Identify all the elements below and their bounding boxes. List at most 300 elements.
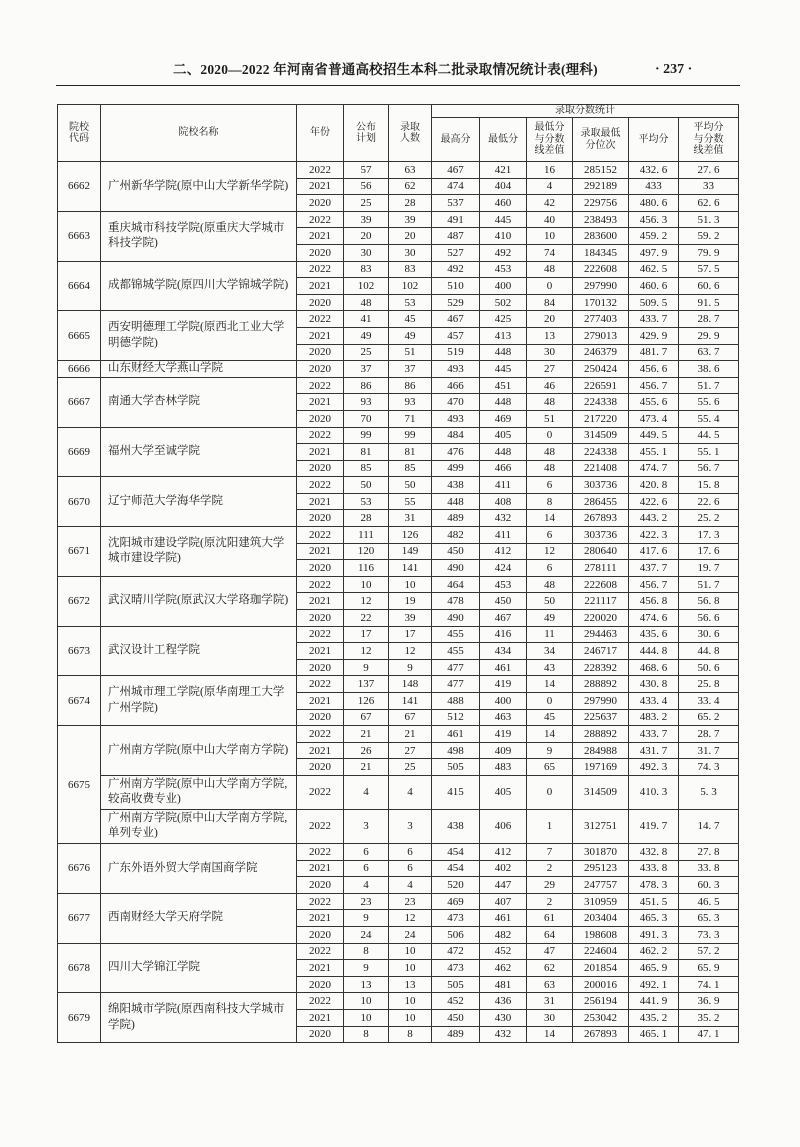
cell-admitted: 53 [389,294,432,311]
cell-avg-score-diff: 17. 3 [679,527,739,544]
cell-avg-score-diff: 22. 6 [679,493,739,510]
cell-admitted: 10 [389,1009,432,1026]
cell-min-score-diff: 40 [527,211,573,228]
cell-admitted: 25 [389,759,432,776]
table-row [58,162,739,179]
cell-plan: 49 [344,327,389,344]
cell-year: 2020 [297,926,344,943]
school-code: 6671 [58,527,101,577]
cell-min-score: 413 [480,327,527,344]
cell-min-score-diff: 43 [527,659,573,676]
cell-max-score: 505 [432,759,480,776]
cell-min-score: 430 [480,1009,527,1026]
cell-avg-score-diff: 55. 6 [679,394,739,411]
school-name: 沈阳城市建设学院(原沈阳建筑大学城市建设学院) [101,527,297,577]
table-row [58,311,739,328]
cell-max-score: 537 [432,195,480,212]
cell-max-score: 476 [432,444,480,461]
cell-avg-score-diff: 31. 7 [679,742,739,759]
cell-min-score: 419 [480,726,527,743]
cell-min-score-rank: 314509 [573,775,629,809]
cell-max-score: 469 [432,893,480,910]
cell-admitted: 6 [389,860,432,877]
cell-year: 2022 [297,311,344,328]
cell-avg-score: 422. 6 [629,493,679,510]
cell-avg-score: 456. 3 [629,211,679,228]
cell-admitted: 12 [389,910,432,927]
cell-admitted: 27 [389,742,432,759]
cell-max-score: 448 [432,493,480,510]
cell-avg-score: 444. 8 [629,643,679,660]
cell-min-score-rank: 198608 [573,926,629,943]
cell-min-score: 451 [480,377,527,394]
cell-min-score-rank: 225637 [573,709,629,726]
cell-min-score-diff: 30 [527,344,573,361]
cell-min-score-diff: 49 [527,610,573,627]
cell-min-score-diff: 0 [527,278,573,295]
header-line: 线差值 [693,145,724,157]
cell-avg-score-diff: 28. 7 [679,311,739,328]
cell-avg-score: 497. 9 [629,244,679,261]
header-school-name [101,105,297,162]
cell-min-score-rank: 279013 [573,327,629,344]
table-row [58,361,739,378]
cell-avg-score-diff: 63. 7 [679,344,739,361]
cell-min-score-diff: 20 [527,311,573,328]
cell-avg-score-diff: 30. 6 [679,626,739,643]
cell-min-score-rank: 294463 [573,626,629,643]
cell-avg-score-diff: 62. 6 [679,195,739,212]
cell-min-score-diff: 1 [527,809,573,843]
cell-min-score-diff: 13 [527,327,573,344]
table-title: 二、2020—2022 年河南省普通高校招生本科二批录取情况统计表(理科) [173,62,598,77]
cell-min-score: 445 [480,211,527,228]
cell-year: 2020 [297,759,344,776]
cell-max-score: 455 [432,643,480,660]
school-code: 6664 [58,261,101,311]
cell-min-score: 482 [480,926,527,943]
cell-admitted: 10 [389,576,432,593]
cell-min-score-rank: 310959 [573,893,629,910]
cell-plan: 25 [344,195,389,212]
cell-avg-score-diff: 46. 5 [679,893,739,910]
cell-year: 2020 [297,1026,344,1043]
cell-max-score: 477 [432,659,480,676]
cell-avg-score: 480. 6 [629,195,679,212]
cell-avg-score: 509. 5 [629,294,679,311]
cell-max-score: 473 [432,910,480,927]
school-name: 成都锦城学院(原四川大学锦城学院) [101,261,297,311]
cell-min-score-diff: 48 [527,261,573,278]
school-code: 6675 [58,726,101,844]
cell-min-score-rank: 285152 [573,162,629,179]
cell-min-score-rank: 303736 [573,477,629,494]
cell-min-score-rank: 312751 [573,809,629,843]
cell-admitted: 55 [389,493,432,510]
school-name: 辽宁师范大学海华学院 [101,477,297,527]
cell-avg-score: 430. 8 [629,676,679,693]
cell-avg-score-diff: 25. 2 [679,510,739,527]
cell-avg-score: 491. 3 [629,926,679,943]
cell-min-score-rank: 280640 [573,543,629,560]
cell-max-score: 478 [432,593,480,610]
cell-year: 2021 [297,1009,344,1026]
cell-admitted: 51 [389,344,432,361]
cell-year: 2022 [297,261,344,278]
cell-avg-score-diff: 51. 7 [679,377,739,394]
cell-avg-score-diff: 33. 4 [679,693,739,710]
table-row [58,676,739,693]
header-min-score [480,118,527,162]
cell-plan: 81 [344,444,389,461]
header-max-score [432,118,480,162]
header-min-score-diff [527,118,573,162]
cell-plan: 85 [344,460,389,477]
cell-year: 2020 [297,195,344,212]
cell-admitted: 93 [389,394,432,411]
cell-avg-score-diff: 55. 4 [679,410,739,427]
cell-min-score: 469 [480,410,527,427]
cell-year: 2022 [297,211,344,228]
cell-year: 2021 [297,444,344,461]
cell-year: 2022 [297,943,344,960]
cell-admitted: 141 [389,693,432,710]
cell-max-score: 489 [432,1026,480,1043]
cell-year: 2021 [297,643,344,660]
cell-year: 2022 [297,377,344,394]
cell-min-score-diff: 12 [527,543,573,560]
cell-avg-score: 433. 7 [629,311,679,328]
cell-min-score-rank: 292189 [573,178,629,195]
cell-max-score: 506 [432,926,480,943]
school-code: 6665 [58,311,101,361]
table-row [58,943,739,960]
cell-min-score-diff: 61 [527,910,573,927]
cell-min-score: 453 [480,261,527,278]
cell-min-score-rank: 184345 [573,244,629,261]
cell-plan: 48 [344,294,389,311]
cell-max-score: 489 [432,510,480,527]
cell-avg-score-diff: 19. 7 [679,560,739,577]
cell-min-score: 436 [480,993,527,1010]
cell-avg-score-diff: 50. 6 [679,659,739,676]
cell-plan: 3 [344,809,389,843]
cell-min-score: 448 [480,444,527,461]
cell-year: 2022 [297,775,344,809]
cell-max-score: 487 [432,228,480,245]
cell-max-score: 472 [432,943,480,960]
cell-max-score: 505 [432,976,480,993]
header-line: 录取最低 [580,128,621,139]
cell-admitted: 8 [389,1026,432,1043]
cell-min-score-rank: 288892 [573,676,629,693]
school-code: 6674 [58,676,101,726]
cell-min-score-diff: 64 [527,926,573,943]
school-code: 6666 [58,361,101,378]
cell-max-score: 457 [432,327,480,344]
cell-admitted: 6 [389,843,432,860]
cell-min-score-rank: 222608 [573,261,629,278]
cell-admitted: 24 [389,926,432,943]
cell-plan: 83 [344,261,389,278]
cell-avg-score: 456. 7 [629,377,679,394]
cell-avg-score: 460. 6 [629,278,679,295]
header-line: 年份 [310,127,330,139]
cell-admitted: 99 [389,427,432,444]
cell-avg-score-diff: 57. 5 [679,261,739,278]
table-row [58,843,739,860]
cell-max-score: 490 [432,610,480,627]
cell-avg-score-diff: 44. 8 [679,643,739,660]
cell-min-score-diff: 0 [527,693,573,710]
cell-avg-score: 481. 7 [629,344,679,361]
header-line: 最高分 [440,133,471,145]
school-name: 西安明德理工学院(原西北工业大学明德学院) [101,311,297,361]
cell-max-score: 512 [432,709,480,726]
cell-min-score-rank: 277403 [573,311,629,328]
cell-admitted: 81 [389,444,432,461]
cell-min-score-diff: 50 [527,593,573,610]
cell-min-score-rank: 170132 [573,294,629,311]
cell-max-score: 415 [432,775,480,809]
cell-max-score: 467 [432,162,480,179]
cell-plan: 4 [344,775,389,809]
table-header [58,105,739,162]
cell-min-score-rank: 256194 [573,993,629,1010]
cell-min-score: 416 [480,626,527,643]
cell-plan: 9 [344,910,389,927]
cell-avg-score-diff: 57. 2 [679,943,739,960]
cell-min-score-diff: 31 [527,993,573,1010]
cell-plan: 9 [344,960,389,977]
cell-min-score: 405 [480,775,527,809]
cell-min-score-rank: 314509 [573,427,629,444]
table-row [58,626,739,643]
cell-avg-score: 420. 8 [629,477,679,494]
cell-min-score: 419 [480,676,527,693]
cell-min-score-diff: 27 [527,361,573,378]
cell-year: 2020 [297,244,344,261]
cell-admitted: 3 [389,809,432,843]
cell-plan: 37 [344,361,389,378]
cell-min-score-diff: 62 [527,960,573,977]
cell-max-score: 519 [432,344,480,361]
cell-year: 2020 [297,877,344,894]
cell-min-score: 434 [480,643,527,660]
cell-min-score: 466 [480,460,527,477]
table-row [58,527,739,544]
cell-plan: 20 [344,228,389,245]
cell-min-score-diff: 6 [527,527,573,544]
cell-avg-score-diff: 15. 8 [679,477,739,494]
cell-admitted: 10 [389,960,432,977]
cell-avg-score-diff: 91. 5 [679,294,739,311]
cell-min-score-diff: 51 [527,410,573,427]
cell-plan: 93 [344,394,389,411]
cell-plan: 4 [344,877,389,894]
cell-avg-score: 474. 6 [629,610,679,627]
cell-min-score: 411 [480,527,527,544]
cell-admitted: 28 [389,195,432,212]
cell-admitted: 23 [389,893,432,910]
cell-year: 2022 [297,843,344,860]
cell-plan: 57 [344,162,389,179]
cell-year: 2020 [297,659,344,676]
cell-avg-score: 451. 5 [629,893,679,910]
cell-admitted: 67 [389,709,432,726]
cell-avg-score-diff: 51. 7 [679,576,739,593]
cell-min-score-rank: 226591 [573,377,629,394]
cell-avg-score-diff: 60. 6 [679,278,739,295]
cell-year: 2022 [297,527,344,544]
cell-year: 2022 [297,676,344,693]
table-body [58,162,739,1043]
cell-max-score: 452 [432,993,480,1010]
school-name: 广州南方学院(原中山大学南方学院,较高收费专业) [101,775,297,809]
header-rule [56,85,740,86]
cell-avg-score: 478. 3 [629,877,679,894]
cell-avg-score: 437. 7 [629,560,679,577]
cell-plan: 67 [344,709,389,726]
cell-min-score: 483 [480,759,527,776]
cell-admitted: 10 [389,993,432,1010]
cell-admitted: 149 [389,543,432,560]
table-row [58,809,739,843]
cell-max-score: 461 [432,726,480,743]
cell-plan: 22 [344,610,389,627]
cell-avg-score-diff: 28. 7 [679,726,739,743]
cell-min-score: 425 [480,311,527,328]
school-name: 绵阳城市学院(原西南科技大学城市学院) [101,993,297,1043]
cell-avg-score-diff: 65. 2 [679,709,739,726]
header-line: 分位次 [585,139,616,151]
header-line: 代码 [69,133,89,144]
cell-plan: 70 [344,410,389,427]
cell-plan: 39 [344,211,389,228]
school-code: 6672 [58,576,101,626]
cell-max-score: 510 [432,278,480,295]
cell-min-score-diff: 10 [527,228,573,245]
cell-plan: 30 [344,244,389,261]
cell-min-score-diff: 6 [527,560,573,577]
cell-year: 2022 [297,162,344,179]
cell-avg-score-diff: 56. 7 [679,460,739,477]
cell-avg-score: 465. 9 [629,960,679,977]
cell-min-score: 463 [480,709,527,726]
cell-min-score-diff: 48 [527,394,573,411]
cell-year: 2020 [297,560,344,577]
cell-min-score: 432 [480,510,527,527]
header-line: 线差值 [534,145,565,157]
cell-admitted: 148 [389,676,432,693]
cell-year: 2021 [297,327,344,344]
cell-avg-score: 456. 8 [629,593,679,610]
cell-min-score-rank: 297990 [573,278,629,295]
cell-max-score: 529 [432,294,480,311]
school-code: 6679 [58,993,101,1043]
cell-max-score: 490 [432,560,480,577]
cell-max-score: 520 [432,877,480,894]
cell-avg-score-diff: 33. 8 [679,860,739,877]
cell-plan: 13 [344,976,389,993]
cell-min-score: 448 [480,394,527,411]
cell-max-score: 454 [432,843,480,860]
cell-min-score-rank: 301870 [573,843,629,860]
cell-avg-score: 435. 6 [629,626,679,643]
cell-min-score: 492 [480,244,527,261]
cell-max-score: 464 [432,576,480,593]
cell-min-score: 460 [480,195,527,212]
cell-min-score: 406 [480,809,527,843]
cell-max-score: 477 [432,676,480,693]
cell-admitted: 17 [389,626,432,643]
cell-min-score: 450 [480,593,527,610]
cell-min-score: 462 [480,960,527,977]
cell-plan: 116 [344,560,389,577]
cell-admitted: 71 [389,410,432,427]
cell-min-score: 412 [480,843,527,860]
school-name: 武汉晴川学院(原武汉大学珞珈学院) [101,576,297,626]
cell-min-score-rank: 267893 [573,1026,629,1043]
cell-min-score-diff: 14 [527,726,573,743]
cell-plan: 21 [344,759,389,776]
admissions-table [57,104,739,1043]
cell-avg-score: 419. 7 [629,809,679,843]
cell-year: 2021 [297,543,344,560]
cell-admitted: 85 [389,460,432,477]
cell-min-score: 447 [480,877,527,894]
cell-avg-score: 483. 2 [629,709,679,726]
cell-min-score: 410 [480,228,527,245]
cell-plan: 6 [344,843,389,860]
cell-avg-score-diff: 29. 9 [679,327,739,344]
cell-year: 2021 [297,860,344,877]
cell-min-score: 409 [480,742,527,759]
cell-max-score: 454 [432,860,480,877]
school-name: 山东财经大学燕山学院 [101,361,297,378]
cell-min-score-diff: 45 [527,709,573,726]
cell-avg-score: 410. 3 [629,775,679,809]
cell-avg-score: 456. 6 [629,361,679,378]
cell-max-score: 450 [432,1009,480,1026]
cell-min-score-diff: 0 [527,775,573,809]
cell-year: 2022 [297,726,344,743]
cell-year: 2020 [297,460,344,477]
cell-admitted: 20 [389,228,432,245]
cell-min-score-diff: 29 [527,877,573,894]
cell-plan: 10 [344,576,389,593]
cell-year: 2022 [297,427,344,444]
cell-min-score: 461 [480,910,527,927]
cell-min-score-diff: 4 [527,178,573,195]
page-number: · 237 · [655,62,693,77]
cell-admitted: 141 [389,560,432,577]
cell-plan: 99 [344,427,389,444]
school-name: 广州南方学院(原中山大学南方学院,单列专业) [101,809,297,843]
cell-avg-score-diff: 55. 1 [679,444,739,461]
cell-min-score: 404 [480,178,527,195]
cell-year: 2020 [297,510,344,527]
cell-min-score: 421 [480,162,527,179]
cell-year: 2021 [297,178,344,195]
header-line: 平均分 [693,122,724,134]
table-row [58,993,739,1010]
cell-avg-score-diff: 33 [679,178,739,195]
cell-year: 2022 [297,576,344,593]
cell-min-score: 424 [480,560,527,577]
header-line: 与分数 [693,133,724,145]
cell-avg-score-diff: 36. 9 [679,993,739,1010]
